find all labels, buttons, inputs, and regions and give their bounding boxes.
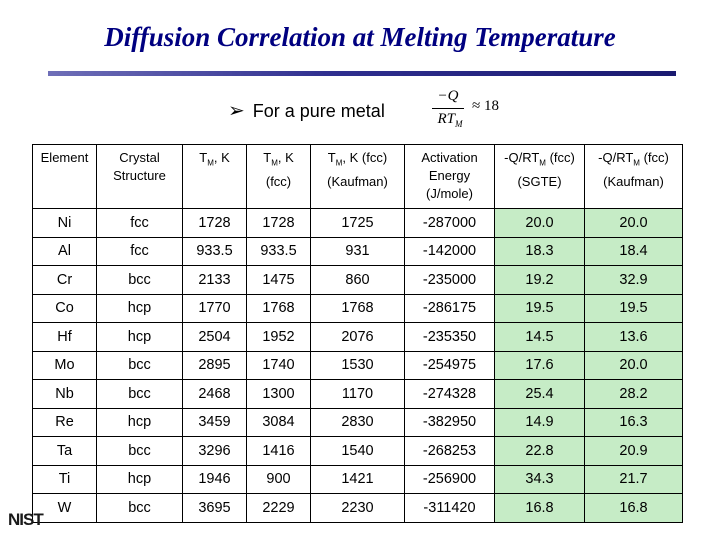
table-cell: fcc	[97, 237, 183, 266]
table-cell: 2504	[183, 323, 247, 352]
table-cell: hcp	[97, 323, 183, 352]
table-cell: fcc	[97, 209, 183, 238]
formula-numerator: −Q	[437, 88, 459, 104]
table-row	[33, 266, 683, 295]
table-row	[33, 408, 683, 437]
table-cell: Hf	[33, 323, 97, 352]
table-cell: 21.7	[585, 465, 683, 494]
nist-logo: NIST	[8, 510, 43, 529]
table-header-row	[33, 145, 683, 209]
table-cell: 1530	[311, 351, 405, 380]
table-cell: 2895	[183, 351, 247, 380]
column-header: $-Q/RT_M$ (fcc) (SGTE)	[495, 145, 585, 209]
table-cell: 20.0	[585, 209, 683, 238]
table-row	[33, 351, 683, 380]
table-cell: 25.4	[495, 380, 585, 409]
table-cell: 1728	[183, 209, 247, 238]
table-cell: 1421	[311, 465, 405, 494]
table-cell: 34.3	[495, 465, 585, 494]
table-cell: 13.6	[585, 323, 683, 352]
table-cell: 3695	[183, 494, 247, 523]
table-cell: -254975	[405, 351, 495, 380]
slide-title: Diffusion Correlation at Melting Temperature	[104, 22, 616, 52]
table-cell: 1768	[247, 294, 311, 323]
table-cell: 1170	[311, 380, 405, 409]
table-cell: bcc	[97, 266, 183, 295]
table-cell: 2229	[247, 494, 311, 523]
table-cell: Cr	[33, 266, 97, 295]
table-cell: 3296	[183, 437, 247, 466]
table-cell: 2830	[311, 408, 405, 437]
table-cell: 3459	[183, 408, 247, 437]
table-row	[33, 380, 683, 409]
table-cell: 14.5	[495, 323, 585, 352]
table-cell: 1540	[311, 437, 405, 466]
table-cell: 1740	[247, 351, 311, 380]
table-row	[33, 437, 683, 466]
table-cell: -287000	[405, 209, 495, 238]
table-cell: 32.9	[585, 266, 683, 295]
column-header: $T_M$, K	[183, 145, 247, 209]
table-cell: Re	[33, 408, 97, 437]
table-cell: 19.2	[495, 266, 585, 295]
table-cell: 860	[311, 266, 405, 295]
table-cell: bcc	[97, 494, 183, 523]
table-cell: 1728	[247, 209, 311, 238]
table-cell: 14.9	[495, 408, 585, 437]
table-cell: -286175	[405, 294, 495, 323]
table-cell: 900	[247, 465, 311, 494]
table-cell: 3084	[247, 408, 311, 437]
table-cell: 20.0	[585, 351, 683, 380]
table-cell: 18.4	[585, 237, 683, 266]
table-cell: 931	[311, 237, 405, 266]
correlation-formula	[430, 88, 510, 132]
table-cell: -268253	[405, 437, 495, 466]
table-cell: 2133	[183, 266, 247, 295]
table-cell: 20.0	[495, 209, 585, 238]
formula-relation: ≈ 18	[472, 98, 499, 114]
table-cell: 16.3	[585, 408, 683, 437]
table-cell: Ta	[33, 437, 97, 466]
column-header: Crystal Structure	[97, 145, 183, 209]
table-cell: Al	[33, 237, 97, 266]
table-cell: 933.5	[183, 237, 247, 266]
title-divider	[48, 71, 676, 76]
table-cell: -235000	[405, 266, 495, 295]
table-row	[33, 209, 683, 238]
table-cell: bcc	[97, 380, 183, 409]
table-cell: 1416	[247, 437, 311, 466]
table-cell: Ti	[33, 465, 97, 494]
table-cell: hcp	[97, 294, 183, 323]
table-cell: hcp	[97, 465, 183, 494]
table-cell: Mo	[33, 351, 97, 380]
table-cell: 19.5	[495, 294, 585, 323]
table-cell: 1952	[247, 323, 311, 352]
table-cell: -311420	[405, 494, 495, 523]
table-cell: -142000	[405, 237, 495, 266]
table-cell: -274328	[405, 380, 495, 409]
table-row	[33, 237, 683, 266]
table-cell: 17.6	[495, 351, 585, 380]
column-header: Element	[33, 145, 97, 209]
column-header: $-Q/RT_M$ (fcc) (Kaufman)	[585, 145, 683, 209]
diffusion-table	[32, 144, 683, 523]
table-cell: 19.5	[585, 294, 683, 323]
table-cell: 20.9	[585, 437, 683, 466]
fraction-bar	[432, 108, 464, 109]
table-cell: 22.8	[495, 437, 585, 466]
table-row	[33, 323, 683, 352]
arrow-bullet-icon: ➢	[228, 100, 245, 122]
table-cell: bcc	[97, 351, 183, 380]
table-cell: 2468	[183, 380, 247, 409]
bullet-text: For a pure metal	[252, 100, 385, 121]
table-cell: -235350	[405, 323, 495, 352]
table-cell: 28.2	[585, 380, 683, 409]
table-cell: -382950	[405, 408, 495, 437]
table-row	[33, 465, 683, 494]
table-cell: -256900	[405, 465, 495, 494]
table-cell: Nb	[33, 380, 97, 409]
table-cell: 1770	[183, 294, 247, 323]
column-header: $T_M$, K (fcc)	[247, 145, 311, 209]
table-cell: Co	[33, 294, 97, 323]
table-cell: W	[33, 494, 97, 523]
table-cell: Ni	[33, 209, 97, 238]
table-cell: 933.5	[247, 237, 311, 266]
column-header: Activation Energy (J/mole)	[405, 145, 495, 209]
table-cell: 1475	[247, 266, 311, 295]
table-cell: 1946	[183, 465, 247, 494]
table-cell: bcc	[97, 437, 183, 466]
table-cell: hcp	[97, 408, 183, 437]
table-cell: 2076	[311, 323, 405, 352]
column-header: $T_M$, K (fcc) (Kaufman)	[311, 145, 405, 209]
formula-denominator: $RT_M$	[437, 111, 463, 129]
table-cell: 16.8	[495, 494, 585, 523]
table-cell: 16.8	[585, 494, 683, 523]
table-row	[33, 494, 683, 523]
table-cell: 1768	[311, 294, 405, 323]
table-cell: 18.3	[495, 237, 585, 266]
bullet-line	[228, 96, 385, 126]
table-row	[33, 294, 683, 323]
table-cell: 1725	[311, 209, 405, 238]
table-cell: 1300	[247, 380, 311, 409]
table-cell: 2230	[311, 494, 405, 523]
